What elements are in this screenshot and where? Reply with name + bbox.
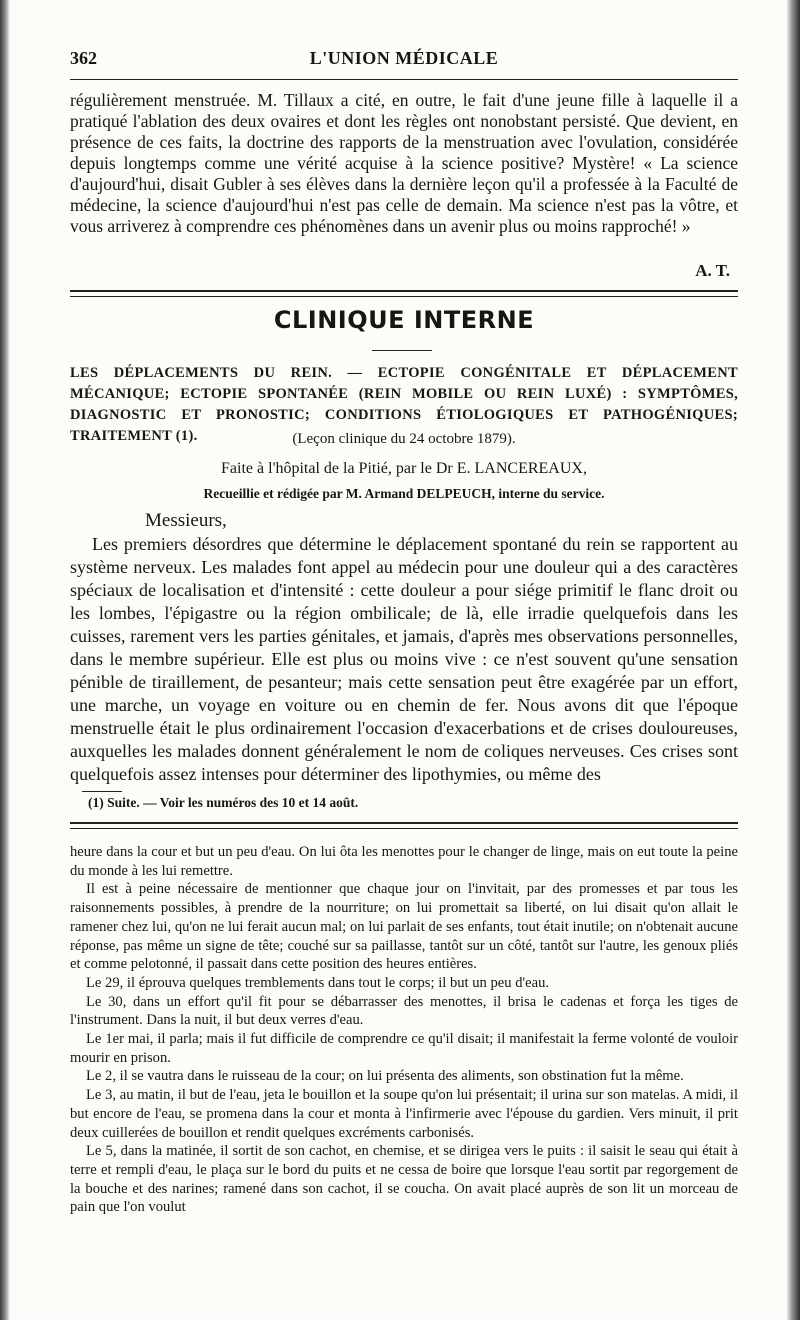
journal-title: L'UNION MÉDICALE bbox=[309, 48, 499, 68]
footnote-rule bbox=[82, 791, 122, 792]
feuilleton-paragraph: Le 5, dans la matinée, il sortit de son cachot, en chemise, et se dirigea vers le puits : il saisit le seau qui était à terre et rempli d'eau, le plaça sur le bord du puits et ne cessa de boire que lorsque l'eau sortit par regorgement de la bouche et des narines; ramené dans son cachot, il se coucha. On avait placé auprès de son lit un morceau de pain que l'on voulut bbox=[70, 1143, 738, 1216]
section-title: CLINIQUE INTERNE bbox=[273, 306, 535, 334]
feuilleton-paragraph: Il est à peine nécessaire de mentionner que chaque jour on l'invitait, par des promesses et par tous les raisonnements possibles, à prendre de la nourriture; on lui promettait sa liberté, on lui disait qu'on allait le ramener chez lui, qu'on ne lui ferait aucun mal; on lui parlait de ses enfants, tout était inutile; on n'obtenait aucune réponse, pas même un signe de tête; couché sur sa paillasse, tantôt sur un côté, tantôt sur l'autre, les genoux pliés et comme pelotonné, il passait dans cette position des heures entières. bbox=[70, 881, 738, 973]
feuilleton-separator-rule bbox=[70, 822, 738, 829]
footnote: (1) Suite. — Voir les numéros des 10 et 14 août. bbox=[88, 795, 359, 810]
running-header bbox=[70, 48, 738, 72]
lecture-author-line: Faite à l'hôpital de la Pitié, par le Dr E. LANCEREAUX, bbox=[221, 460, 587, 477]
feuilleton-paragraph: Le 1er mai, il parla; mais il fut difficile de comprendre ce qu'il disait; il manifestait la ferme volonté de vouloir mourir en prison. bbox=[70, 1031, 738, 1066]
header-rule bbox=[70, 79, 738, 80]
title-underline bbox=[372, 350, 432, 351]
page-edge-shadow-left bbox=[0, 0, 10, 1320]
page-edge-shadow-right bbox=[786, 0, 800, 1320]
feuilleton-paragraph: heure dans la cour et but un peu d'eau. On lui ôta les menottes pour le changer de linge, mais on eut toute la peine du monde à les lui remettre. bbox=[70, 844, 738, 879]
page-number: 362 bbox=[70, 48, 97, 68]
top-article-text: régulièrement menstruée. M. Tillaux a cité, en outre, le fait d'une jeune fille à laquelle il a pratiqué l'ablation des deux ovaires et dont les règles ont nonobstant persisté. Que devient, en présence de ces faits, la doctrine des rapports de la menstruation avec l'ovulation, considérée depuis longtemps comme une vérité acquise à la science positive? Mystère! « La science d'aujourd'hui, disait Gubler à ses élèves dans la dernière leçon qu'il a professée à la Faculté de médecine, la science d'aujourd'hui n'est pas celle de demain. Ma science n'est pas la vôtre, et vous arriverez à comprendre ces phénomènes dans un avenir plus ou moins rapproché! » bbox=[70, 90, 738, 236]
author-signature: A. T. bbox=[695, 261, 730, 280]
feuilleton-paragraph: Le 3, au matin, il but de l'eau, jeta le bouillon et la soupe qu'on lui présentait; il urina sur son matelas. A midi, il but encore de l'eau, se promena dans la cour et monta à l'infirmerie avec l'épouse du gardien. Vers minuit, il prit deux cuillerées de bouillon et rendit quelques excréments carbonisés. bbox=[70, 1087, 738, 1141]
feuilleton-paragraph: Le 29, il éprouva quelques tremblements dans tout le corps; il but un peu d'eau. bbox=[86, 974, 550, 991]
lecture-redaction-line: Recueillie et rédigée par M. Armand DELPEUCH, interne du service. bbox=[203, 486, 605, 501]
feuilleton-paragraph: Le 2, il se vautra dans le ruisseau de la cour; on lui présenta des aliments, son obstination fut la même. bbox=[86, 1068, 684, 1085]
feuilleton-column bbox=[70, 843, 738, 1217]
lecture-title: LES DÉPLACEMENTS DU REIN. — ECTOPIE CONGÉNITALE ET DÉPLACEMENT MÉCANIQUE; ECTOPIE SPONTANÉE (REIN MOBILE OU REIN LUXÉ) : SYMPTÔMES, DIAGNOSTIC ET PRONOSTIC; CONDITIONS ÉTIOLOGIQUES ET PATHOGÉNIQUES; TRAITEMENT (1). bbox=[70, 365, 738, 444]
salutation: Messieurs, bbox=[145, 510, 227, 531]
feuilleton-paragraph: Le 30, dans un effort qu'il fit pour se débarrasser des menottes, il brisa le cadenas et força les tiges de l'instrument. Dans la nuit, il but deux verres d'eau. bbox=[70, 993, 738, 1029]
section-separator-rule bbox=[70, 290, 738, 297]
lecture-body-text: Les premiers désordres que détermine le déplacement spontané du rein se rapportent au système nerveux. Les malades font appel au médecin pour une douleur qui a des caractères spéciaux de localisation et d'intensité : cette douleur a pour siége primitif le flanc droit ou les lombes, l'épigastre ou la région ombilicale; de là, elle irradie quelquefois dans les cuisses, rarement vers les parties génitales, et jamais, d'après mes observations personnelles, dans le membre supérieur. Elle est plus ou moins vive : ce n'est souvent qu'une sensation pénible de tiraillement, de pesanteur; mais cette sensation peut être exagérée par un effort, une marche, un voyage en voiture ou en chemin de fer. Nous avons dit que l'époque menstruelle était le plus ordinairement l'occasion d'exacerbations et de crises douloureuses, auxquelles les malades donnent généralement le nom de coliques nerveuses. Ces crises sont quelquefois assez intenses pour déterminer des lipothymies, ou même des bbox=[70, 534, 738, 784]
lecture-date: (Leçon clinique du 24 octobre 1879). bbox=[292, 431, 516, 447]
